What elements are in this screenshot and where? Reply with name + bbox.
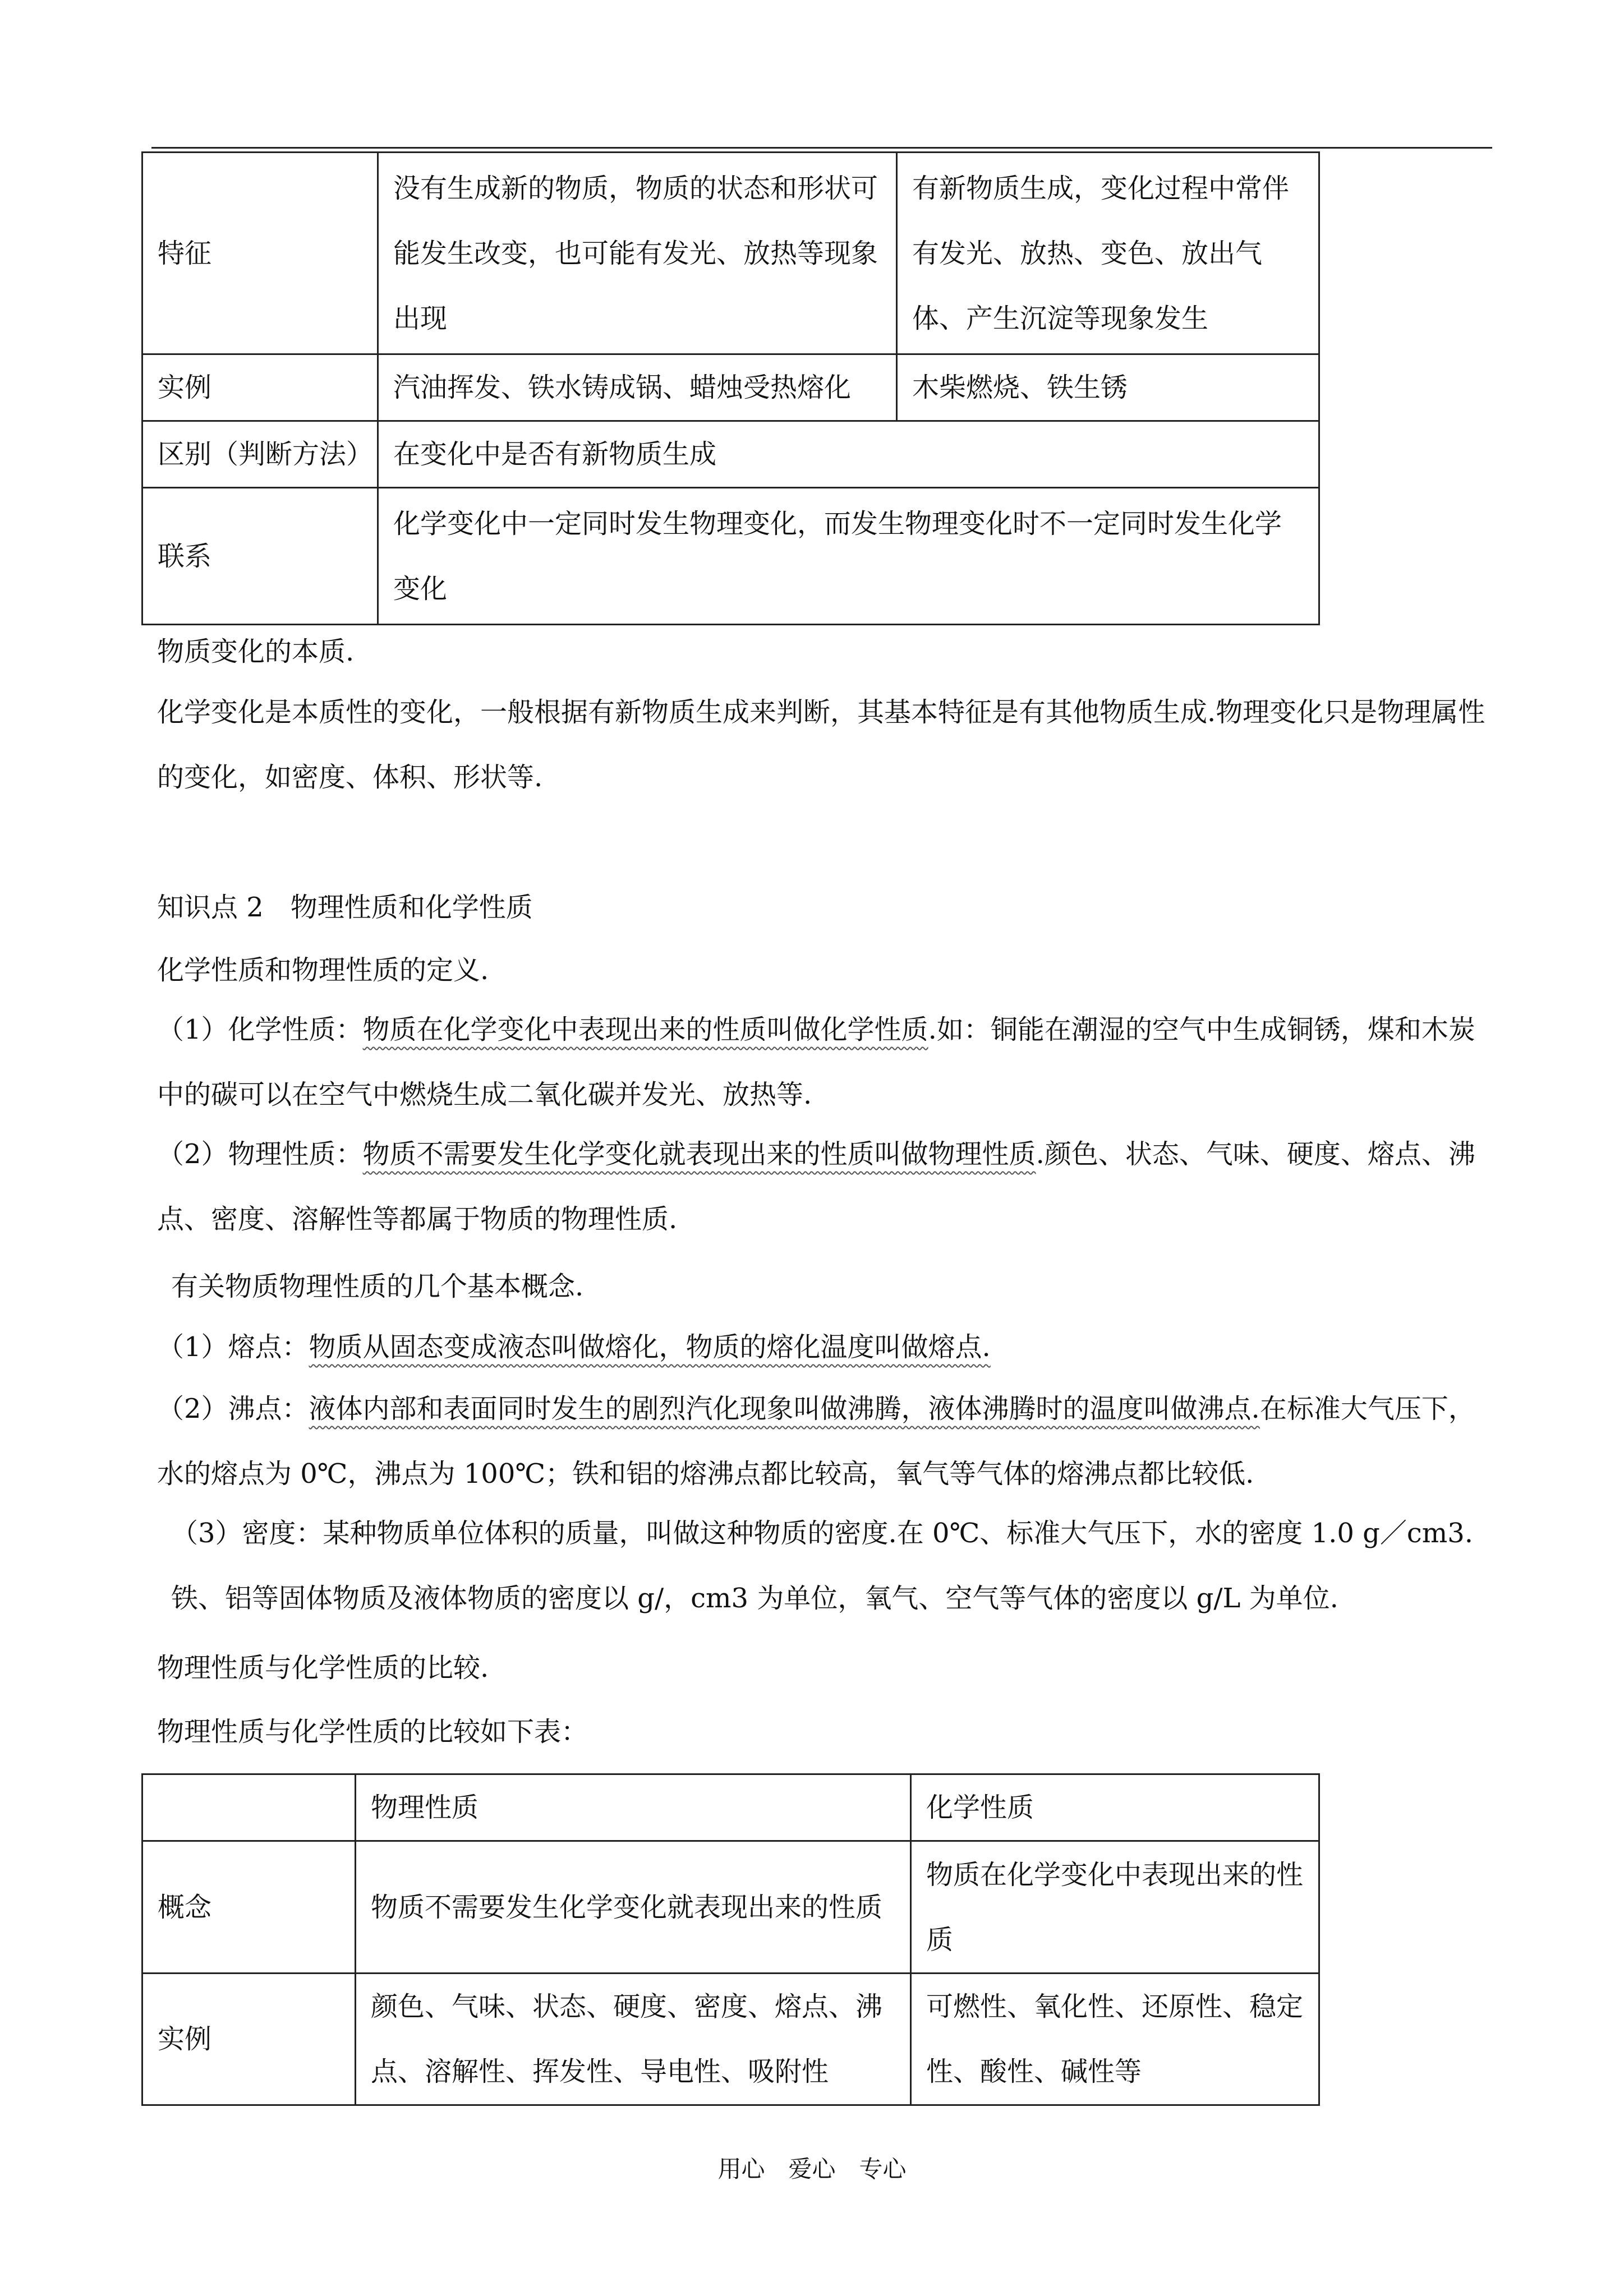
row-label: 概念 [142,1841,356,1974]
physical-property-cell: 物质不需要发生化学变化就表现出来的性质 [356,1841,911,1974]
property-comparison-table [141,1773,1320,2106]
paragraph-text: .颜色、状态、气味、硬度、熔点、沸点、密度、溶解性等都属于物质的物理性质. [157,1138,1475,1235]
chemical-change-cell: 木柴燃烧、铁生锈 [897,354,1319,421]
table-row [142,488,1319,625]
essence-body: 化学变化是本质性的变化，一般根据有新物质生成来判断，其基本特征是有其他物质生成.物理变化只是物理属性的变化，如密度、体积、形状等. [157,697,1485,793]
table-row [142,153,1319,354]
chemical-property-cell: 可燃性、氧化性、还原性、稳定性、酸性、碱性等 [911,1974,1319,2105]
boiling-point-definition: 液体内部和表面同时发生的剧烈汽化现象叫做沸腾，液体沸腾时的温度叫做沸点. [309,1393,1260,1424]
physical-change-cell: 没有生成新的物质，物质的状态和形状可能发生改变，也可能有发光、放热等现象出现 [378,153,897,354]
table-header-row [142,1774,1319,1841]
essence-heading: 物质变化的本质. [157,636,355,667]
melting-point-definition: 物质从固态变成液态叫做熔化，物质的熔化温度叫做熔点. [309,1331,991,1363]
row-label: 区别（判断方法） [142,421,378,488]
table-header-cell [142,1774,356,1841]
header-rule [151,147,1492,149]
table-row [142,421,1319,488]
physical-property-cell: 颜色、气味、状态、硬度、密度、熔点、沸点、溶解性、挥发性、导电性、吸附性 [356,1974,911,2105]
merged-cell: 在变化中是否有新物质生成 [378,421,1319,488]
item-prefix: （2）物理性质： [157,1138,363,1170]
chemical-property-paragraph [157,997,1487,1127]
change-comparison-table [141,151,1320,625]
compare-intro: 物理性质与化学性质的比较如下表： [157,1716,588,1748]
physical-change-cell: 汽油挥发、铁水铸成锅、蜡烛受热熔化 [378,354,897,421]
table-row [142,1841,1319,1974]
boiling-point-paragraph [157,1376,1487,1506]
section-title: 知识点 2 物理性质和化学性质 [157,892,533,923]
chemical-change-cell: 有新物质生成，变化过程中常伴有发光、放热、变色、放出气体、产生沉淀等现象发生 [897,153,1319,354]
concepts-heading: 有关物质物理性质的几个基本概念. [171,1271,584,1302]
item-prefix: （1）化学性质： [157,1014,363,1045]
row-label: 联系 [142,488,378,625]
melting-point-paragraph [157,1315,1487,1380]
definition-heading: 化学性质和物理性质的定义. [157,955,489,986]
page-footer: 用心 爱心 专心 [717,2155,907,2183]
density-paragraph: （3）密度：某种物质单位体积的质量，叫做这种物质的密度.在 0℃、标准大气压下，水的密度 1.0 g／cm3.铁、铝等固体物质及液体物质的密度以 g/，cm3 为单位，氧气、空气等气体的密度以 g/L 为单位. [171,1518,1474,1614]
row-label: 特征 [142,153,378,354]
chemical-property-cell: 物质在化学变化中表现出来的性质 [911,1841,1319,1974]
paragraph-text: .如：铜能在潮湿的空气中生成铜锈，煤和木炭中的碳可以在空气中燃烧生成二氧化碳并发光、放热等. [157,1014,1475,1110]
table-header-cell: 化学性质 [911,1774,1319,1841]
row-label: 实例 [142,1974,356,2105]
table-row [142,1974,1319,2105]
table-row [142,354,1319,421]
row-label: 实例 [142,354,378,421]
item-prefix: （1）熔点： [157,1331,309,1363]
paragraph-text: 在标准大气压下，水的熔点为 0℃，沸点为 100℃；铁和铝的熔沸点都比较高，氧气等气体的熔沸点都比较低. [157,1393,1475,1490]
item-prefix: （2）沸点： [157,1393,309,1424]
merged-cell: 化学变化中一定同时发生物理变化，而发生物理变化时不一定同时发生化学变化 [378,488,1319,625]
physical-property-paragraph [157,1122,1487,1252]
physical-property-definition: 物质不需要发生化学变化就表现出来的性质叫做物理性质 [362,1138,1036,1170]
compare-heading: 物理性质与化学性质的比较. [157,1652,489,1684]
chemical-property-definition: 物质在化学变化中表现出来的性质叫做化学性质 [362,1014,928,1045]
table-header-cell: 物理性质 [356,1774,911,1841]
